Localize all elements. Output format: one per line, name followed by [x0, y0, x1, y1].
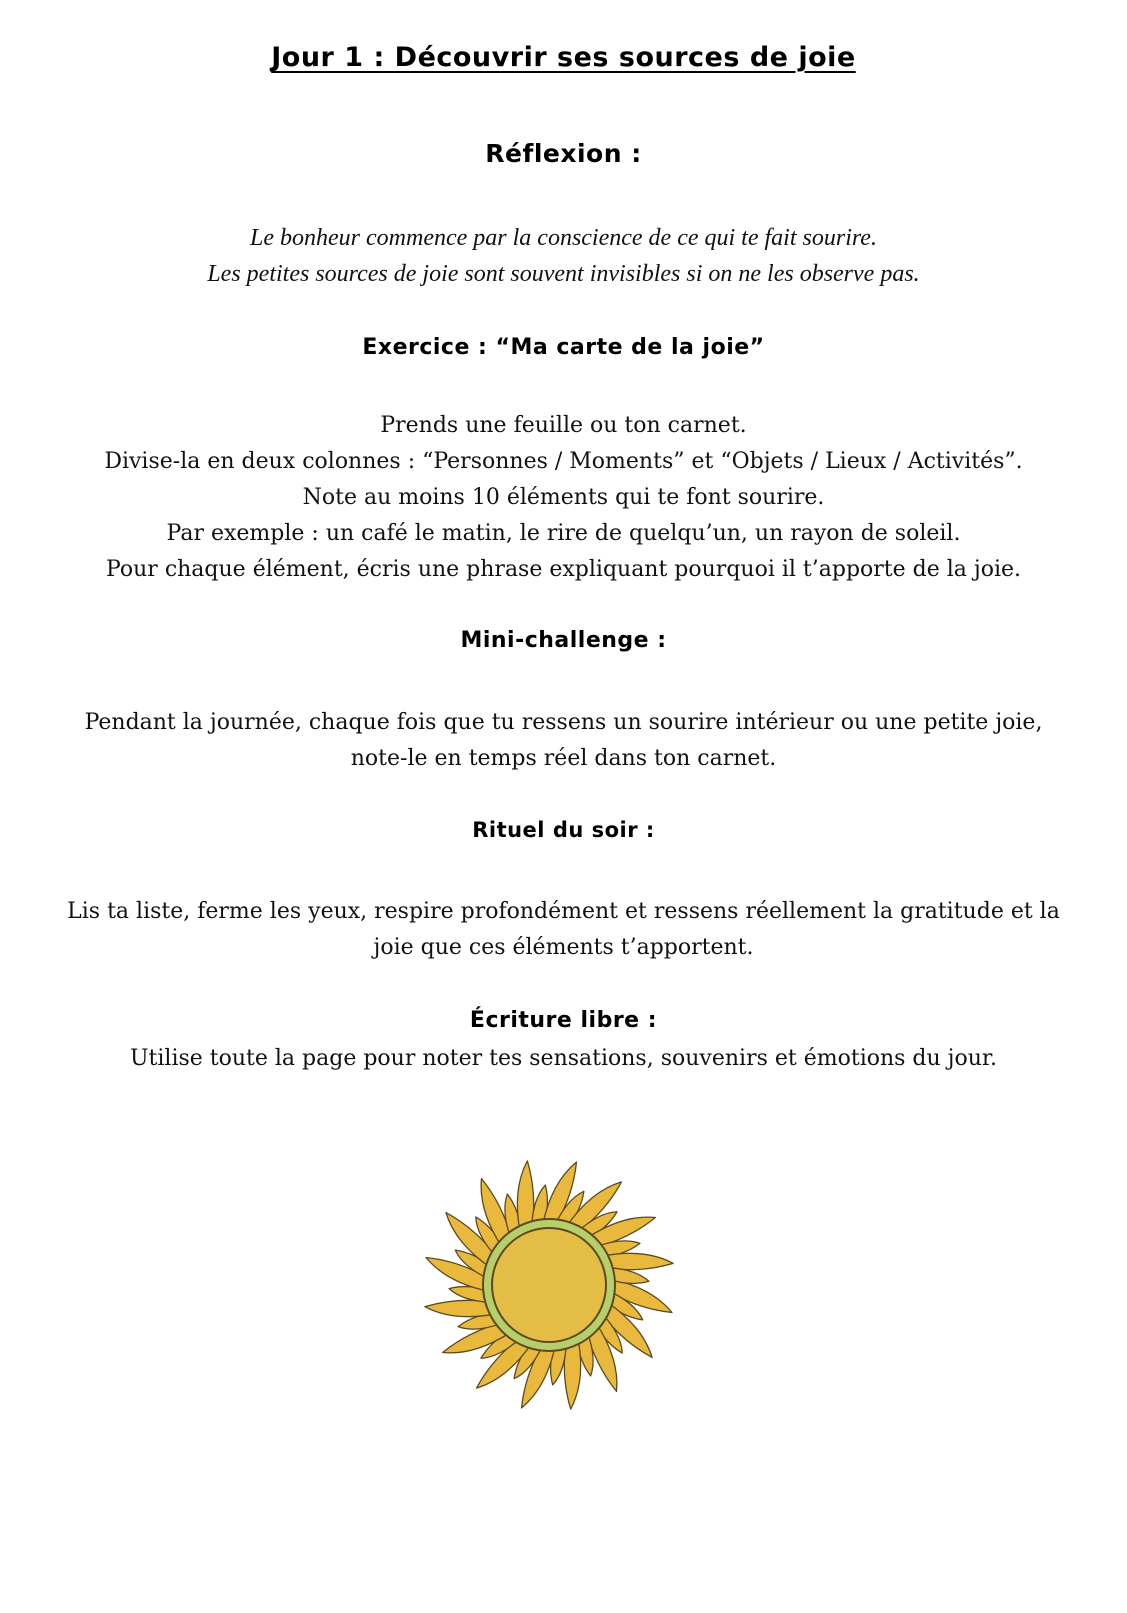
- reflexion-line: Les petites sources de joie sont souvent invisibles si on ne les observe pas.: [207, 261, 920, 287]
- exercice-line: Prends une feuille ou ton carnet.: [380, 413, 747, 438]
- ecriture-text: [0, 1041, 1127, 1077]
- exercice-line: Pour chaque élément, écris une phrase expliquant pourquoi il t’apporte de la joie.: [105, 557, 1022, 582]
- sun-core: [492, 1228, 606, 1342]
- rituel-text: [0, 894, 1127, 966]
- sun-icon: [419, 1155, 679, 1415]
- rituel-heading: Rituel du soir :: [472, 818, 655, 842]
- exercice-line: Note au moins 10 éléments qui te font sourire.: [302, 485, 825, 510]
- exercice-line: Divise-la en deux colonnes : “Personnes / Moments” et “Objets / Lieux / Activités”.: [104, 449, 1023, 474]
- mini-challenge-line: note-le en temps réel dans ton carnet.: [350, 746, 777, 771]
- reflexion-text: [0, 220, 1127, 292]
- reflexion-line: Le bonheur commence par la conscience de ce qui te fait sourire.: [250, 225, 877, 251]
- mini-challenge-line: Pendant la journée, chaque fois que tu ressens un sourire intérieur ou une petite joie,: [84, 710, 1043, 735]
- exercice-line: Par exemple : un café le matin, le rire de quelqu’un, un rayon de soleil.: [166, 521, 961, 546]
- ecriture-heading: Écriture libre :: [469, 1008, 658, 1033]
- mini-challenge-text: [0, 705, 1127, 777]
- rituel-line: Lis ta liste, ferme les yeux, respire profondément et ressens réellement la gratitude et la: [67, 899, 1060, 924]
- page-title: Jour 1 : Découvrir ses sources de joie: [271, 42, 856, 73]
- reflexion-heading: Réflexion :: [485, 139, 642, 168]
- rituel-line: joie que ces éléments t’apportent.: [373, 935, 754, 960]
- ecriture-line: Utilise toute la page pour noter tes sensations, souvenirs et émotions du jour.: [129, 1046, 997, 1071]
- mini-challenge-heading: Mini-challenge :: [460, 628, 667, 653]
- exercice-text: [0, 408, 1127, 588]
- exercice-heading: Exercice : “Ma carte de la joie”: [362, 335, 765, 360]
